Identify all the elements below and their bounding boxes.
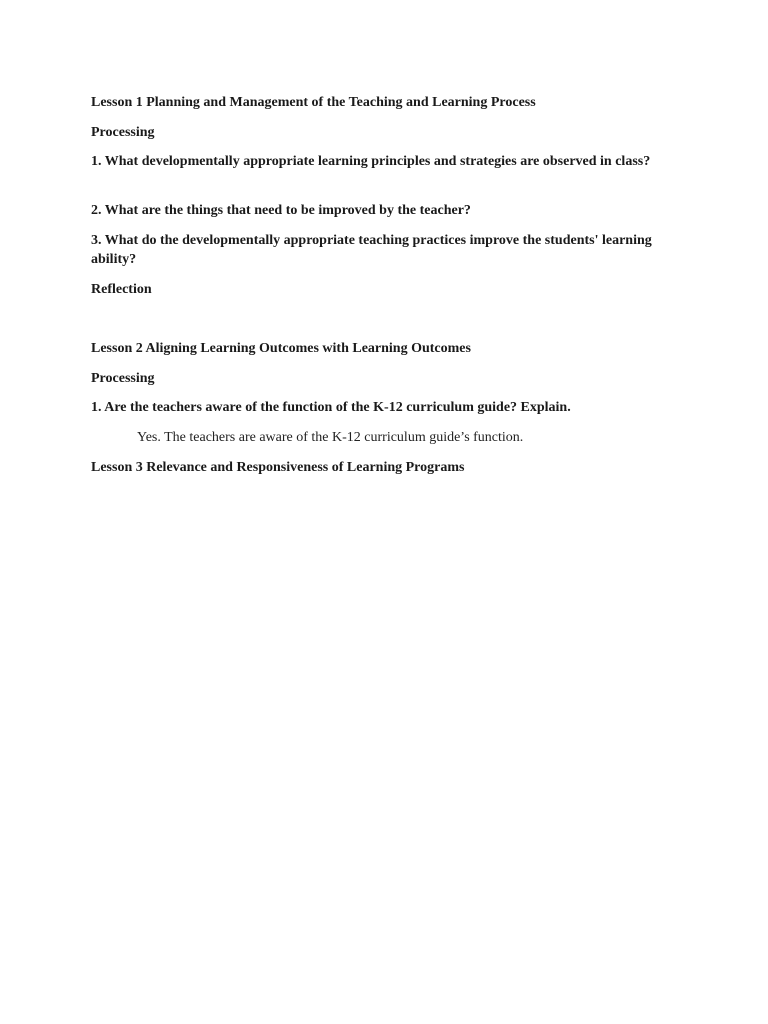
lesson-1-question-1: 1. What developmentally appropriate learning principles and strategies are observed in class? <box>91 154 651 169</box>
lesson-2-title: Lesson 2 Aligning Learning Outcomes with Learning Outcomes <box>91 341 471 356</box>
lesson-3-title: Lesson 3 Relevance and Responsiveness of Learning Programs <box>91 460 465 475</box>
lesson-1-processing-heading: Processing <box>91 125 155 140</box>
lesson-1-question-2: 2. What are the things that need to be improved by the teacher? <box>91 203 471 218</box>
lesson-1-reflection-heading: Reflection <box>91 282 152 297</box>
lesson-1-title: Lesson 1 Planning and Management of the Teaching and Learning Process <box>91 95 536 110</box>
lesson-1-question-3: 3. What do the developmentally appropriate teaching practices improve the students' learning ability? <box>91 233 652 267</box>
lesson-2-answer-1: Yes. The teachers are aware of the K-12 curriculum guide’s function. <box>137 430 524 445</box>
lesson-2-question-1: 1. Are the teachers aware of the function of the K-12 curriculum guide? Explain. <box>91 400 571 415</box>
lesson-2-processing-heading: Processing <box>91 371 155 386</box>
